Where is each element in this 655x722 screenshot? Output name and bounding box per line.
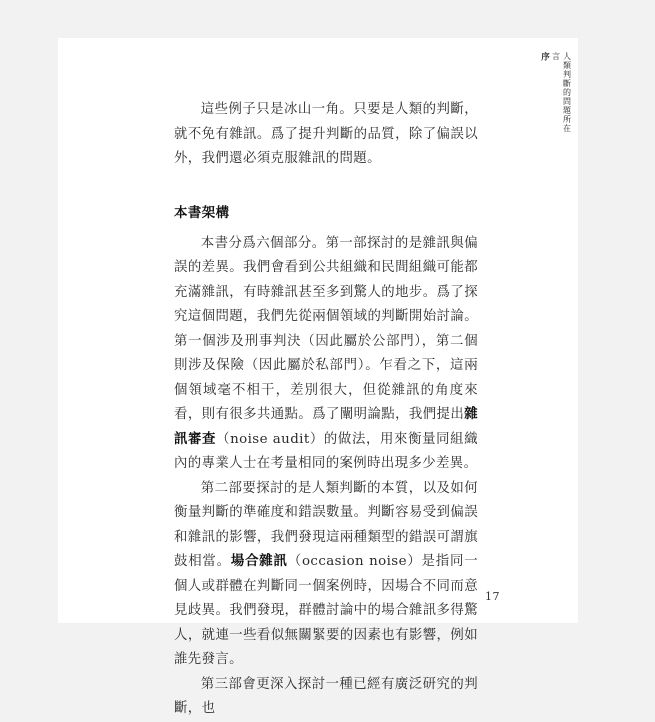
page-body (174, 98, 478, 722)
paragraph-part-one-text-b: （noise audit）的做法，用來衡量同組織內的專業人士在考量相同的案例時出現多少差異。 (174, 431, 478, 471)
running-head-title: 人類判斷的問題所在 (562, 52, 572, 133)
paragraph-part-three: 第三部會更深入探討一種已經有廣泛研究的判斷，也 (174, 676, 478, 716)
running-head-subtitle (552, 52, 560, 61)
paragraph-part-two (174, 477, 478, 673)
running-head (540, 52, 635, 133)
running-head-section: 序 (539, 52, 550, 62)
running-head-subtitle-part1: 言 (551, 52, 561, 61)
page-number: 17 (485, 590, 500, 603)
section-heading: 本書架構 (174, 205, 230, 221)
intro-paragraph: 這些例子只是冰山一角。只要是人類的判斷，就不免有雜訊。爲了提升判斷的品質，除了偏誤以外，我們還必須克服雜訊的問題。 (174, 102, 478, 166)
paragraph-part-two-text-b: （occasion noise）是指同一個人或群體在判斷同一個案例時，因場合不同而意見歧異。我們發現，群體討論中的場合雜訊多得驚人，就連一些看似無關緊要的因素也有影響，例如誰先發言。 (174, 554, 478, 667)
term-noise-audit: 雜訊審查 (174, 407, 478, 447)
paragraph-part-one (174, 232, 478, 477)
term-occasion-noise: 場合雜訊 (230, 554, 288, 569)
paragraph-part-one-text-a: 本書分爲六個部分。第一部探討的是雜訊與偏誤的差異。我們會看到公共組織和民間組織可能都充滿雜訊，有時雜訊甚至多到驚人的地步。爲了探究這個問題，我們先從兩個領域的判斷開始討論。第一個涉及刑事判決（因此屬於公部門），第二個則涉及保險（因此屬於私部門）。乍看之下，這兩個領域毫不相干，差別很大，但從雜訊的角度來看，則有很多共通點。爲了闡明論點，我們提出 (174, 235, 478, 422)
paragraph-part-two-text-a: 第二部要探討的是人類判斷的本質，以及如何衡量判斷的準確度和錯誤數量。判斷容易受到偏誤和雜訊的影響，我們發現這兩種類型的錯誤可謂旗鼓相當。 (174, 480, 478, 569)
